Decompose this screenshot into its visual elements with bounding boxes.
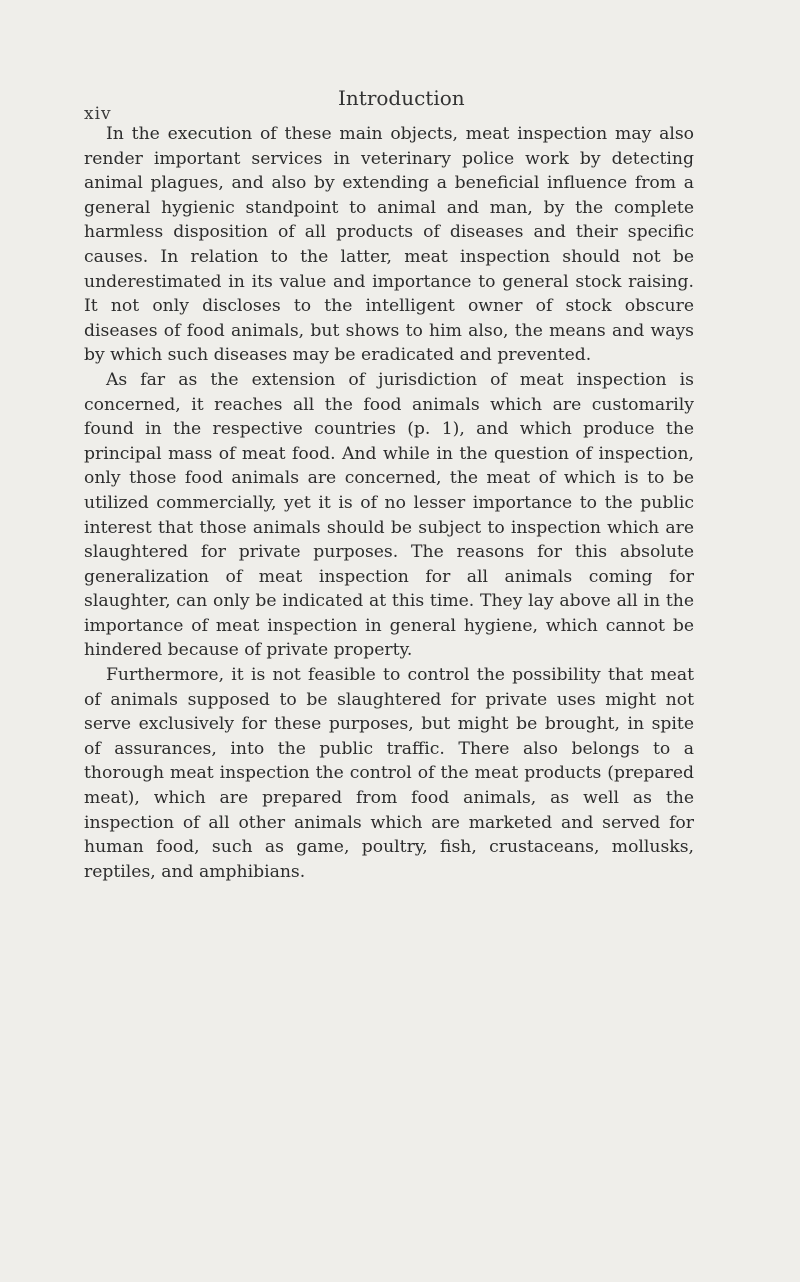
paragraph-2: As far as the extension of jurisdiction of meat inspection is concerned, it reaches all the food animals which are customarily found in the respective countries (p. 1), and which produce the principal mass of meat food. And while in the question of inspection, only those food animals are concerned, the meat of which is to be utilized commercially, yet it is of no lesser importance to the public interest that those animals should be subject to inspection which are slaughtered for private purposes. The reasons for this absolute generalization of meat inspection for all animals coming for slaughter, can only be indicated at this time. They lay above all in the importance of meat inspection in general hygiene, which cannot be hindered because of private property. (84, 369, 694, 661)
body-text (84, 122, 694, 884)
paragraph-3: Furthermore, it is not feasible to control the possibility that meat of animals supposed to be slaughtered for private uses might not serve exclusively for these purposes, but might be brought, in spite of assurances, into the public traffic. There also belongs to a thorough meat inspection the control of the meat products (prepared meat), which are prepared from food animals, as well as the inspection of all other animals which are marketed and served for human food, such as game, poultry, fish, crustaceans, mollusks, reptiles, and amphibians. (84, 665, 694, 882)
paragraph-1: In the execution of these main objects, meat inspection may also render important services in veterinary police work by detecting animal plagues, and also by extending a beneficial influence from a general hygienic standpoint to animal and man, by the complete harmless disposition of all products of diseases and their specific causes. In relation to the latter, meat inspection should not be underestimated in its value and importance to general stock raising. It not only discloses to the intelligent owner of stock obscure diseases of food animals, but shows to him also, the means and ways by which such diseases may be eradicated and prevented. (84, 124, 694, 366)
running-title: Introduction (338, 86, 465, 110)
page-number: xiv (84, 104, 112, 124)
